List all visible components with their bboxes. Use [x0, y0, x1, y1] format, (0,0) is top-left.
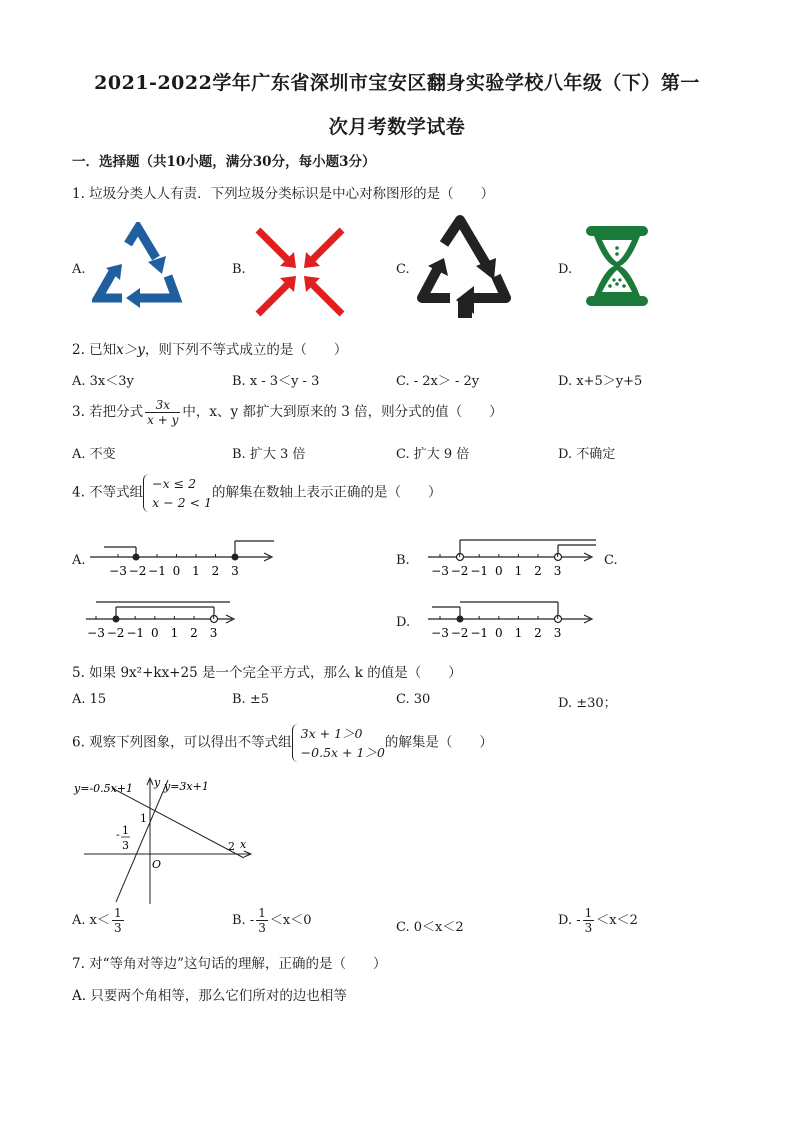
q6-option-b-num: 1: [258, 906, 266, 920]
q4-stem-suffix: 的解集在数轴上表示正确的是（ ）: [211, 484, 442, 501]
q3-fraction-denominator: x + y: [147, 413, 179, 427]
number-line-tick-label: −2: [450, 564, 469, 578]
exam-title-line-1: 2021-2022学年广东省深圳市宝安区翻身实验学校八年级（下）第一: [94, 72, 700, 94]
q7-option-a: A. 只要两个角相等，那么它们所对的边也相等: [72, 988, 347, 1004]
q2-stem-math: x＞y: [116, 342, 145, 358]
number-line-tick-label: −1: [470, 564, 489, 578]
q4-number-line-a: [84, 535, 280, 583]
q5-option-c: C. 30: [396, 692, 431, 707]
q6-option-b-text: B. -: [232, 913, 255, 928]
q3-option-c: C. 扩大 9 倍: [396, 447, 470, 462]
q6-inequality-1: 3x + 1＞0: [300, 726, 363, 741]
q4-stem: [72, 474, 441, 512]
number-line-tick-label: 2: [534, 564, 542, 578]
q4-a-point-left: [133, 554, 140, 561]
number-line-tick-label: −3: [87, 626, 105, 640]
number-line-tick-label: −1: [470, 626, 489, 640]
q3-fraction: [145, 398, 180, 427]
q4-brace: [143, 474, 150, 512]
q4-label-d: D.: [396, 615, 411, 630]
q3-stem-prefix: 3. 若把分式: [72, 404, 144, 420]
section-heading: 一．选择题（共10小题，满分30分，每小题3分）: [72, 154, 376, 170]
q1-label-a: A.: [72, 262, 86, 277]
q6-brace: [292, 724, 299, 762]
q3-stem-suffix: 中，x、y 都扩大到原来的 3 倍，则分式的值（ ）: [182, 404, 503, 420]
q2-stem-prefix: 2. 已知: [72, 342, 117, 358]
number-line-tick-label: −3: [109, 564, 127, 578]
q6-option-c: [396, 916, 464, 935]
q6-line-2-label: y=3x+1: [164, 780, 209, 793]
q2-option-b: B. x - 3＜y - 3: [232, 374, 320, 389]
q6-inequality-2: −0.5x + 1＞0: [300, 745, 385, 760]
q6-inequality-system: [292, 724, 385, 762]
q3-option-a: A. 不变: [72, 447, 116, 462]
q1-label-c: C.: [396, 262, 410, 277]
number-line-tick-label: 2: [211, 564, 220, 578]
q6-origin-label: O: [152, 858, 162, 871]
q6-option-d: [558, 906, 638, 935]
number-line-tick-label: 1: [170, 626, 179, 640]
q6-neg-frac-den: 3: [122, 839, 129, 852]
recycle-triangle-blue-icon: [92, 222, 184, 308]
q7-stem: 7. 对“等角对等边”这句话的理解，正确的是（ ）: [72, 956, 387, 972]
q6-line-1-label: y=-0.5x+1: [74, 782, 134, 795]
number-line-tick-label: 3: [231, 564, 239, 578]
q6-option-b-frac: [256, 906, 268, 935]
hourglass-green-icon: [584, 224, 650, 308]
q6-option-d-text: D. -: [558, 913, 581, 928]
inward-arrows-red-icon: [254, 226, 346, 318]
q6-option-d-frac: [583, 906, 595, 935]
q2-option-d: D. x+5＞y+5: [558, 374, 643, 389]
q6-option-b-post: ＜x＜0: [269, 913, 312, 928]
number-line-tick-label: 1: [192, 564, 200, 578]
q6-option-d-post: ＜x＜2: [596, 913, 638, 928]
q2-stem-suffix: ，则下列不等式成立的是（ ）: [144, 342, 348, 358]
number-line-tick-label: 0: [172, 564, 181, 578]
q4-label-a: A.: [72, 553, 86, 568]
number-line-tick-label: 3: [209, 626, 218, 640]
q4-label-c: C.: [604, 553, 618, 568]
q4-number-line-b: [424, 535, 600, 583]
q4-number-line-c: [82, 597, 240, 645]
q4-label-b: B.: [396, 553, 410, 568]
q1-stem: 1. 垃圾分类人人有责．下列垃圾分类标识是中心对称图形的是（ ）: [72, 186, 495, 202]
q3-stem: [72, 398, 503, 427]
q6-x-axis-label: x: [240, 838, 247, 851]
q6-option-b-den: 3: [258, 921, 266, 935]
q3-option-d: D. 不确定: [558, 447, 616, 462]
q2-option-a: A. 3x＜3y: [72, 374, 134, 389]
q6-stem: [72, 724, 493, 762]
q6-line-1: [112, 788, 244, 858]
q6-option-a: [72, 906, 126, 935]
number-line-tick-label: 0: [494, 626, 503, 640]
number-line-tick-label: 3: [553, 626, 562, 640]
q4-inequality-2: x − 2 < 1: [152, 495, 212, 510]
q6-option-b: [232, 906, 311, 935]
q5-option-b: B. ±5: [232, 692, 269, 707]
number-line-tick-label: 2: [190, 626, 198, 640]
q4-stem-prefix: 4. 不等式组: [72, 484, 144, 501]
q1-label-b: B.: [232, 262, 246, 277]
q5-option-a: A. 15: [72, 692, 107, 707]
q6-x-intercept-label: 2: [228, 840, 235, 853]
q6-neg-frac-num: 1: [122, 824, 129, 837]
recycle-triangle-black-icon: [416, 214, 512, 320]
q6-stem-prefix: 6. 观察下列图象，可以得出不等式组: [72, 734, 292, 751]
number-line-tick-label: −1: [126, 626, 145, 640]
exam-title-line-2: 次月考数学试卷: [328, 116, 466, 138]
q1-label-d: D.: [558, 262, 573, 277]
number-line-tick-label: −2: [128, 564, 147, 578]
number-line-tick-label: −2: [450, 626, 469, 640]
q6-y-axis-label: y: [154, 776, 161, 789]
q6-option-c-text: C. 0＜x＜2: [396, 920, 464, 935]
q6-linear-graph: [72, 774, 256, 906]
q6-option-d-den: 3: [584, 921, 593, 935]
q6-stem-suffix: 的解集是（ ）: [384, 734, 493, 751]
number-line-tick-label: −2: [106, 626, 125, 640]
q4-number-line-d: [424, 597, 600, 645]
number-line-tick-label: −1: [148, 564, 166, 578]
q6-neg-sign: -: [116, 828, 120, 841]
q2-stem: [72, 338, 347, 358]
q3-option-b: B. 扩大 3 倍: [232, 447, 306, 462]
number-line-tick-label: −3: [431, 564, 449, 578]
q3-fraction-numerator: 3x: [145, 398, 180, 413]
number-line-tick-label: 0: [150, 626, 159, 640]
q5-stem: 5. 如果 9x²+kx+25 是一个完全平方式，那么 k 的值是（ ）: [72, 665, 462, 681]
q4-inequality-1: −x ≤ 2: [152, 476, 197, 491]
q4-inequality-system: [143, 474, 212, 512]
q6-option-a-text: A. x＜: [72, 913, 110, 928]
q2-option-c: C. - 2x＞ - 2y: [396, 374, 480, 389]
q6-y-intercept-label: 1: [140, 812, 147, 825]
q6-option-d-num: 1: [584, 906, 593, 920]
number-line-tick-label: 2: [534, 626, 542, 640]
q6-option-a-num: 1: [114, 906, 122, 920]
number-line-tick-label: 1: [514, 564, 523, 578]
q5-option-d: D. ±30；: [558, 696, 617, 711]
number-line-tick-label: −3: [431, 626, 449, 640]
q6-option-a-den: 3: [114, 921, 122, 935]
q6-option-a-frac: [112, 906, 124, 935]
number-line-tick-label: 3: [553, 564, 562, 578]
number-line-tick-label: 0: [494, 564, 503, 578]
number-line-tick-label: 1: [514, 626, 523, 640]
